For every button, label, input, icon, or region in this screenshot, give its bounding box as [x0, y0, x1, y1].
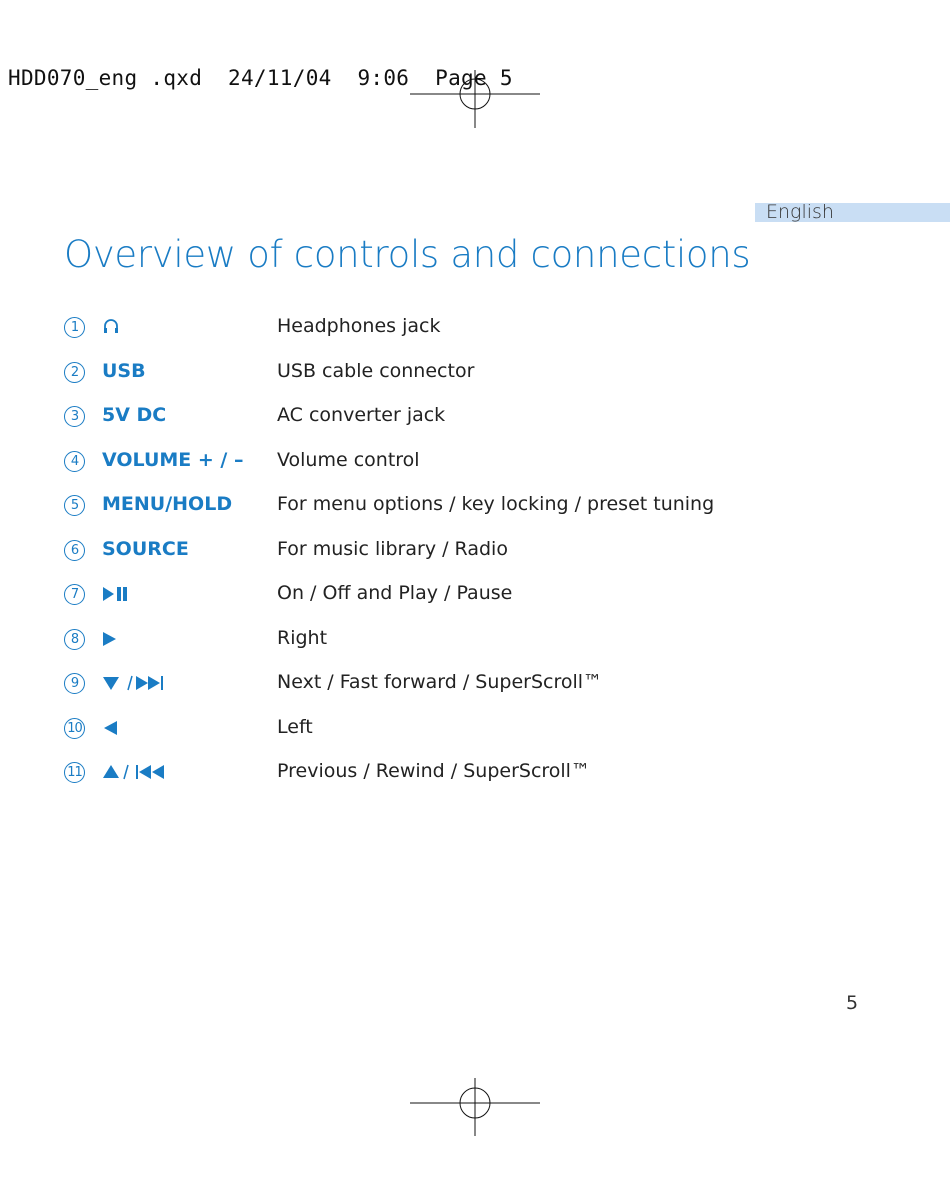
item-number: 4 [64, 451, 85, 472]
item-description: AC converter jack [277, 404, 446, 426]
item-description: For music library / Radio [277, 538, 508, 560]
registration-mark-top [410, 70, 540, 128]
item-description: Left [277, 716, 313, 738]
left-arrow-icon [102, 716, 118, 738]
down-next-icon [102, 671, 168, 693]
item-number: 2 [64, 362, 85, 383]
headphones-icon [102, 315, 120, 337]
item-description: On / Off and Play / Pause [277, 582, 513, 604]
item-number: 11 [64, 762, 85, 783]
item-description: Volume control [277, 449, 420, 471]
item-description: USB cable connector [277, 360, 475, 382]
item-number: 6 [64, 540, 85, 561]
item-description: Previous / Rewind / SuperScroll™ [277, 760, 590, 782]
registration-mark-bottom [410, 1078, 540, 1136]
item-description: Headphones jack [277, 315, 441, 337]
item-number: 7 [64, 584, 85, 605]
list-item [0, 714, 950, 744]
item-key: MENU/HOLD [102, 493, 233, 515]
list-item [0, 447, 950, 477]
item-number: 8 [64, 629, 85, 650]
list-item [0, 491, 950, 521]
play-pause-icon [102, 582, 130, 604]
item-description: Right [277, 627, 328, 649]
list-item [0, 758, 950, 788]
list-item [0, 536, 950, 566]
item-number: 5 [64, 495, 85, 516]
item-description: Next / Fast forward / SuperScroll™ [277, 671, 603, 693]
language-label: English [766, 201, 834, 223]
list-item [0, 580, 950, 610]
item-number: 3 [64, 406, 85, 427]
list-item [0, 313, 950, 343]
up-previous-icon [102, 760, 168, 782]
list-item [0, 358, 950, 388]
right-arrow-icon [102, 627, 118, 649]
slug-line: HDD070_eng .qxd 24/11/04 9:06 Page 5 [8, 66, 513, 90]
page-title: Overview of controls and connections [64, 233, 751, 276]
list-item [0, 402, 950, 432]
page-number: 5 [846, 992, 859, 1014]
list-item [0, 625, 950, 655]
item-description: For menu options / key locking / preset tuning [277, 493, 715, 515]
item-number: 9 [64, 673, 85, 694]
item-key: SOURCE [102, 538, 189, 560]
item-number: 1 [64, 317, 85, 338]
item-number: 10 [64, 718, 85, 739]
item-key: 5V DC [102, 404, 167, 426]
list-item [0, 669, 950, 699]
item-key: VOLUME + / – [102, 449, 244, 471]
item-key: USB [102, 360, 146, 382]
